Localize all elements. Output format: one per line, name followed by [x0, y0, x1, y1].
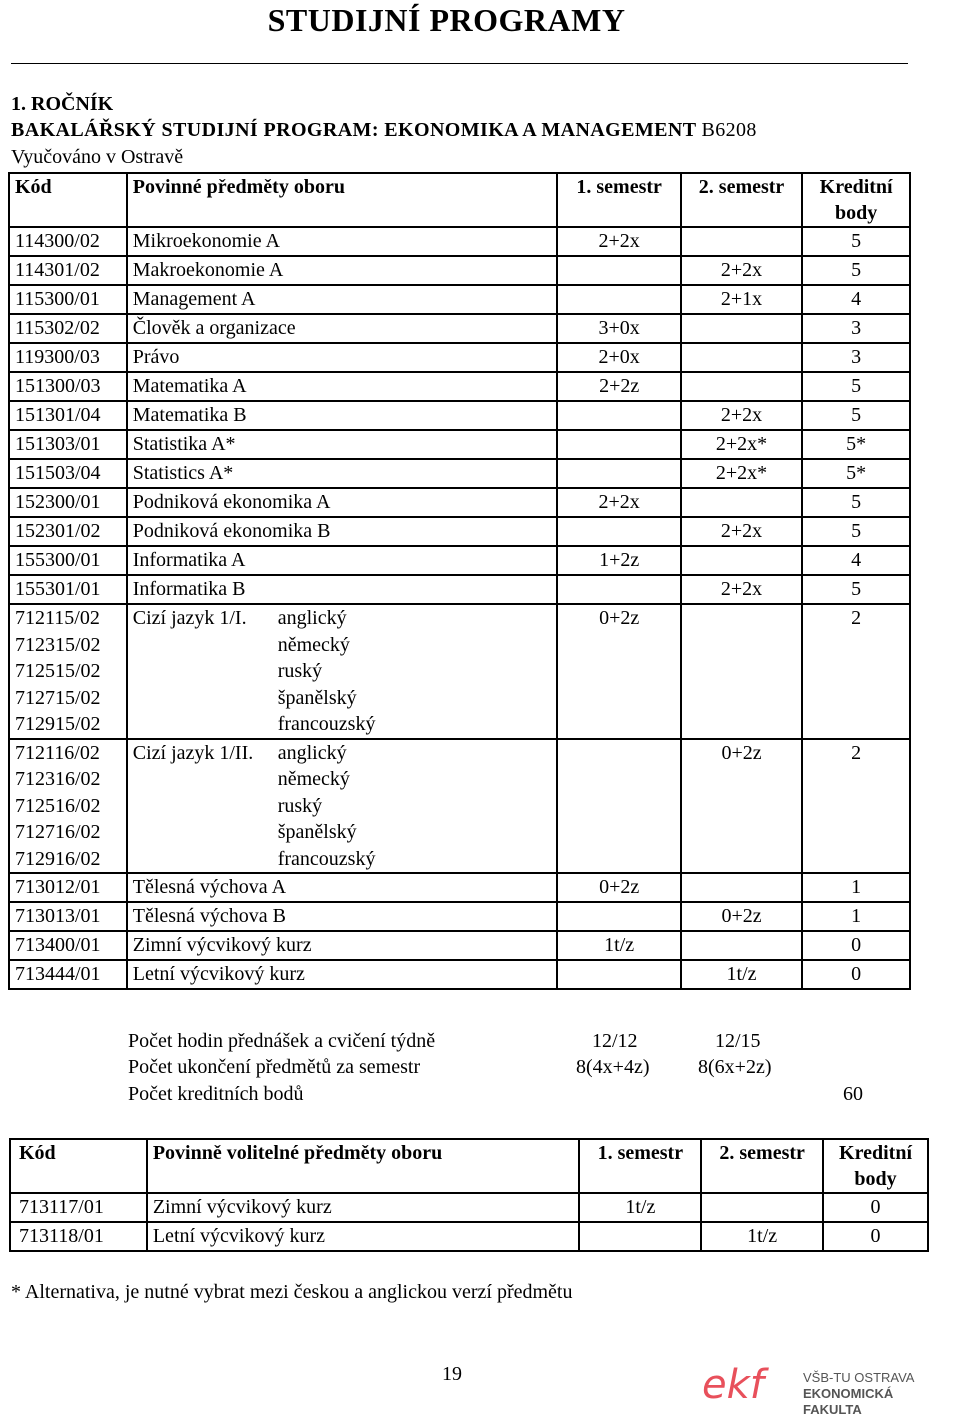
semester-2: 2+2x* [681, 430, 802, 459]
semester-2 [681, 546, 802, 575]
semester-1 [557, 459, 680, 488]
semester-2 [681, 604, 802, 739]
credits: 5 [802, 227, 910, 256]
semester-1 [557, 739, 680, 874]
course-code: 151300/03 [9, 372, 127, 401]
course-name: Statistics A* [127, 459, 558, 488]
logo-mark-text: ekf [702, 1362, 764, 1408]
table-body [9, 227, 910, 989]
semester-1: 0+2z [557, 873, 680, 902]
table-row [9, 372, 910, 401]
code: 712315/02 [15, 633, 101, 656]
course-name: Tělesná výchova A [127, 873, 558, 902]
semester-1 [557, 256, 680, 285]
credits: 5 [802, 575, 910, 604]
course-name: Informatika A [127, 546, 558, 575]
course-code: 713118/01 [10, 1222, 147, 1251]
course-code: 115302/02 [9, 314, 127, 343]
code: 712316/02 [15, 768, 101, 790]
semester-2 [701, 1193, 823, 1222]
hours-semester-1: 12/12 [592, 1030, 638, 1052]
course-name: Právo [127, 343, 558, 372]
program-name: BAKALÁŘSKÝ STUDIJNÍ PROGRAM: EKONOMIKA A MANAGEMENT [11, 119, 697, 141]
code: 712916/02 [15, 847, 101, 870]
exams-semester-1: 8(4x+4z) [576, 1056, 650, 1078]
semester-2 [681, 873, 802, 902]
location-text: Vyučováno v Ostravě [11, 146, 184, 168]
semester-2: 2+2x [681, 401, 802, 430]
table-row [9, 314, 910, 343]
course-name: Cizí jazyk 1/II. [132, 741, 254, 764]
table-row-lang-2 [9, 739, 910, 874]
lang2-course [127, 739, 558, 874]
course-code: 115300/01 [9, 285, 127, 314]
hours-semester-2: 12/15 [715, 1030, 761, 1052]
semester-1: 2+0x [557, 343, 680, 372]
credits: 5* [802, 430, 910, 459]
semester-1: 3+0x [557, 314, 680, 343]
lang1-line [133, 605, 552, 632]
semester-2: 2+2x [681, 517, 802, 546]
semester-2: 2+1x [681, 285, 802, 314]
table-row [9, 459, 910, 488]
credits: 1 [802, 873, 910, 902]
course-name: Zimní výcvikový kurz [147, 1193, 580, 1222]
table-row [9, 256, 910, 285]
semester-1 [557, 401, 680, 430]
page-title: STUDIJNÍ PROGRAMY [267, 2, 626, 38]
header-code: Kód [10, 1139, 147, 1193]
semester-1 [557, 285, 680, 314]
course-name: Statistika A* [127, 430, 558, 459]
table-row [9, 931, 910, 960]
course-name: Podniková ekonomika A [127, 488, 558, 517]
course-code: 152300/01 [9, 488, 127, 517]
semester-2: 1t/z [681, 960, 802, 989]
language: německý [277, 768, 350, 790]
credits: 2 [802, 604, 910, 739]
course-code: 713400/01 [9, 931, 127, 960]
semester-1: 1+2z [557, 546, 680, 575]
semester-2: 2+2x [681, 256, 802, 285]
semester-1 [557, 430, 680, 459]
semester-1 [557, 960, 680, 989]
table-row [9, 873, 910, 902]
credits: 5* [802, 459, 910, 488]
elective-courses-table [9, 1138, 929, 1252]
table-row [9, 227, 910, 256]
credits: 4 [802, 546, 910, 575]
course-code: 155300/01 [9, 546, 127, 575]
code: 712716/02 [15, 821, 101, 843]
credits: 0 [802, 960, 910, 989]
credits: 5 [802, 488, 910, 517]
semester-1 [579, 1222, 701, 1251]
semester-1 [557, 902, 680, 931]
header-credits: Kreditní body [802, 173, 910, 227]
course-code: 151503/04 [9, 459, 127, 488]
course-name: Management A [127, 285, 558, 314]
code: 712516/02 [15, 794, 101, 817]
language: španělský [277, 821, 357, 843]
header-course: Povinné předměty oboru [127, 173, 558, 227]
table-row [9, 401, 910, 430]
table-row [9, 488, 910, 517]
table-row [9, 960, 910, 989]
table-row [9, 546, 910, 575]
footnote: * Alternativa, je nutné vybrat mezi českou a anglickou verzí předmětu [11, 1281, 573, 1303]
course-code: 713012/01 [9, 873, 127, 902]
hours-label: Počet hodin přednášek a cvičení týdně [128, 1030, 436, 1052]
table-row [9, 575, 910, 604]
semester-1: 1t/z [557, 931, 680, 960]
year-heading: 1. ROČNÍK [11, 93, 114, 115]
header-course: Povinně volitelné předměty oboru [147, 1139, 580, 1193]
language: španělský [277, 686, 357, 709]
table-row [9, 343, 910, 372]
credits-total: 60 [843, 1083, 863, 1105]
course-code: 152301/02 [9, 517, 127, 546]
logo-line-2: EKONOMICKÁ FAKULTA [803, 1386, 894, 1417]
semester-2 [681, 343, 802, 372]
language: anglický [277, 741, 347, 764]
semester-1 [557, 575, 680, 604]
table-row [9, 517, 910, 546]
language: německý [277, 633, 350, 656]
credits: 5 [802, 517, 910, 546]
credits: 3 [802, 343, 910, 372]
language: francouzský [277, 713, 376, 735]
table-row [9, 902, 910, 931]
semester-2: 2+2x* [681, 459, 802, 488]
course-code: 151303/01 [9, 430, 127, 459]
credits: 5 [802, 372, 910, 401]
table-header-row [9, 173, 910, 227]
semester-2 [681, 314, 802, 343]
semester-1: 0+2z [557, 604, 680, 739]
course-name: Cizí jazyk 1/I. [132, 607, 247, 629]
header-semester-1: 1. semestr [557, 173, 680, 227]
program-code: B6208 [701, 119, 757, 141]
course-code: 155301/01 [9, 575, 127, 604]
lang1-course [127, 604, 558, 739]
credits: 0 [823, 1222, 928, 1251]
course-code: 713117/01 [10, 1193, 147, 1222]
semester-2: 1t/z [701, 1222, 823, 1251]
course-code: 114301/02 [9, 256, 127, 285]
credits: 5 [802, 256, 910, 285]
semester-1: 2+2z [557, 372, 680, 401]
credits: 2 [802, 739, 910, 874]
course-code: 713013/01 [9, 902, 127, 931]
course-name: Matematika A [127, 372, 558, 401]
course-code: 151301/04 [9, 401, 127, 430]
credits: 4 [802, 285, 910, 314]
course-name: Člověk a organizace [127, 314, 558, 343]
program-heading [11, 119, 757, 142]
credits: 3 [802, 314, 910, 343]
header-semester-1: 1. semestr [579, 1139, 701, 1193]
semester-1: 2+2x [557, 488, 680, 517]
course-name: Podniková ekonomika B [127, 517, 558, 546]
exams-label: Počet ukončení předmětů za semestr [128, 1056, 421, 1078]
language: ruský [277, 660, 323, 682]
code: 712116/02 [15, 741, 100, 764]
course-name: Letní výcvikový kurz [127, 960, 558, 989]
faculty-logo [700, 1358, 950, 1417]
table-row [9, 430, 910, 459]
semester-2: 0+2z [681, 902, 802, 931]
title-divider [11, 63, 908, 64]
header-code: Kód [9, 173, 127, 227]
semester-1: 1t/z [579, 1193, 701, 1222]
code: 712915/02 [15, 713, 101, 735]
credits: 0 [802, 931, 910, 960]
semester-2 [681, 372, 802, 401]
semester-2: 0+2z [681, 739, 802, 874]
course-name: Makroekonomie A [127, 256, 558, 285]
lang1-codes [9, 604, 127, 739]
ekf-logo-mark [700, 1358, 800, 1410]
semester-2 [681, 931, 802, 960]
credits-label: Počet kreditních bodů [128, 1083, 304, 1105]
required-courses-table [8, 172, 911, 990]
header-semester-2: 2. semestr [701, 1139, 823, 1193]
table-body [10, 1193, 928, 1251]
credits: 5 [802, 401, 910, 430]
logo-line-1: VŠB-TU OSTRAVA [803, 1370, 915, 1385]
course-name: Mikroekonomie A [127, 227, 558, 256]
language: ruský [277, 794, 323, 817]
course-name: Informatika B [127, 575, 558, 604]
table-row [9, 285, 910, 314]
course-name: Matematika B [127, 401, 558, 430]
exams-semester-2: 8(6x+2z) [698, 1056, 772, 1078]
course-code: 114300/02 [9, 227, 127, 256]
semester-1: 2+2x [557, 227, 680, 256]
page-number: 19 [442, 1363, 462, 1385]
course-name: Letní výcvikový kurz [147, 1222, 580, 1251]
course-code: 713444/01 [9, 960, 127, 989]
course-name: Tělesná výchova B [127, 902, 558, 931]
header-credits: Kreditní body [823, 1139, 928, 1193]
code: 712515/02 [15, 660, 101, 682]
language: francouzský [277, 847, 376, 870]
table-row [10, 1193, 928, 1222]
table-header-row [10, 1139, 928, 1193]
table-row-lang-1 [9, 604, 910, 739]
header-semester-2: 2. semestr [681, 173, 802, 227]
code: 712115/02 [15, 607, 100, 629]
semester-1 [557, 517, 680, 546]
code: 712715/02 [15, 686, 101, 709]
credits: 1 [802, 902, 910, 931]
table-row [10, 1222, 928, 1251]
course-name: Zimní výcvikový kurz [127, 931, 558, 960]
semester-2 [681, 488, 802, 517]
lang2-codes [9, 739, 127, 874]
course-code: 119300/03 [9, 343, 127, 372]
language: anglický [277, 607, 347, 629]
semester-2: 2+2x [681, 575, 802, 604]
semester-2 [681, 227, 802, 256]
lang2-line [133, 740, 552, 767]
credits: 0 [823, 1193, 928, 1222]
